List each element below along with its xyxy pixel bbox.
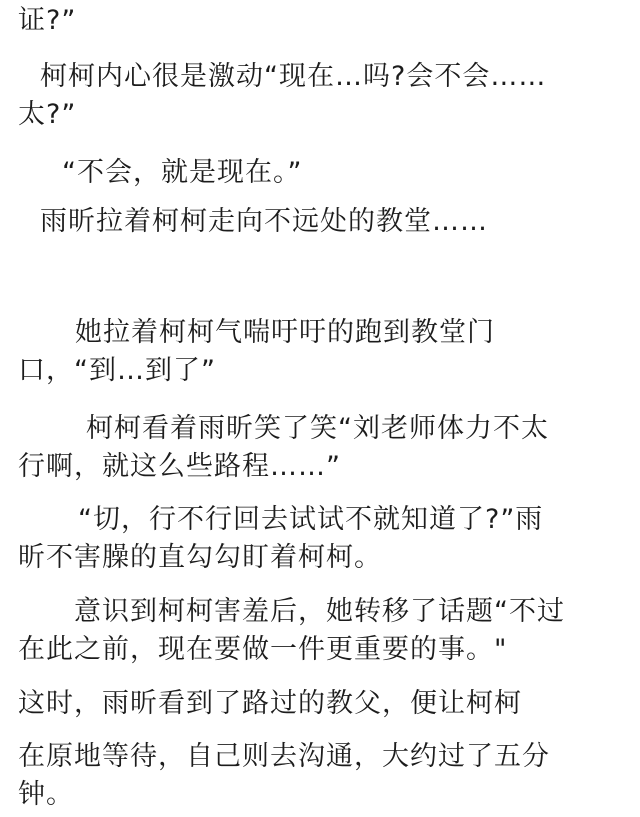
- text-line: “切，行不行回去试试不就知道了?”雨: [78, 504, 544, 535]
- text-line: 雨昕拉着柯柯走向不远处的教堂……: [40, 206, 488, 237]
- text-line: 意识到柯柯害羞后，她转移了话题“不过: [74, 596, 565, 627]
- text-line: 昕不害臊的直勾勾盯着柯柯。: [18, 542, 382, 573]
- text-line: 在原地等待，自己则去沟通，大约过了五分: [18, 741, 550, 772]
- text-line: 行啊，就这么些路程……”: [18, 451, 341, 482]
- text-line: “不会，就是现在。”: [62, 157, 303, 188]
- text-line: 这时，雨昕看到了路过的教父，便让柯柯: [18, 688, 522, 719]
- text-line: 她拉着柯柯气喘吁吁的跑到教堂门: [75, 317, 495, 348]
- text-line: 柯柯内心很是激动“现在…吗?会不会……: [40, 61, 547, 92]
- text-line: 钟。: [18, 779, 74, 810]
- text-line: 太?”: [18, 99, 77, 130]
- text-line: 在此之前，现在要做一件更重要的事。": [18, 634, 508, 665]
- text-line: 证?”: [18, 5, 77, 36]
- text-line: 柯柯看着雨昕笑了笑“刘老师体力不太: [86, 413, 549, 444]
- text-line: 口，“到…到了”: [18, 355, 216, 386]
